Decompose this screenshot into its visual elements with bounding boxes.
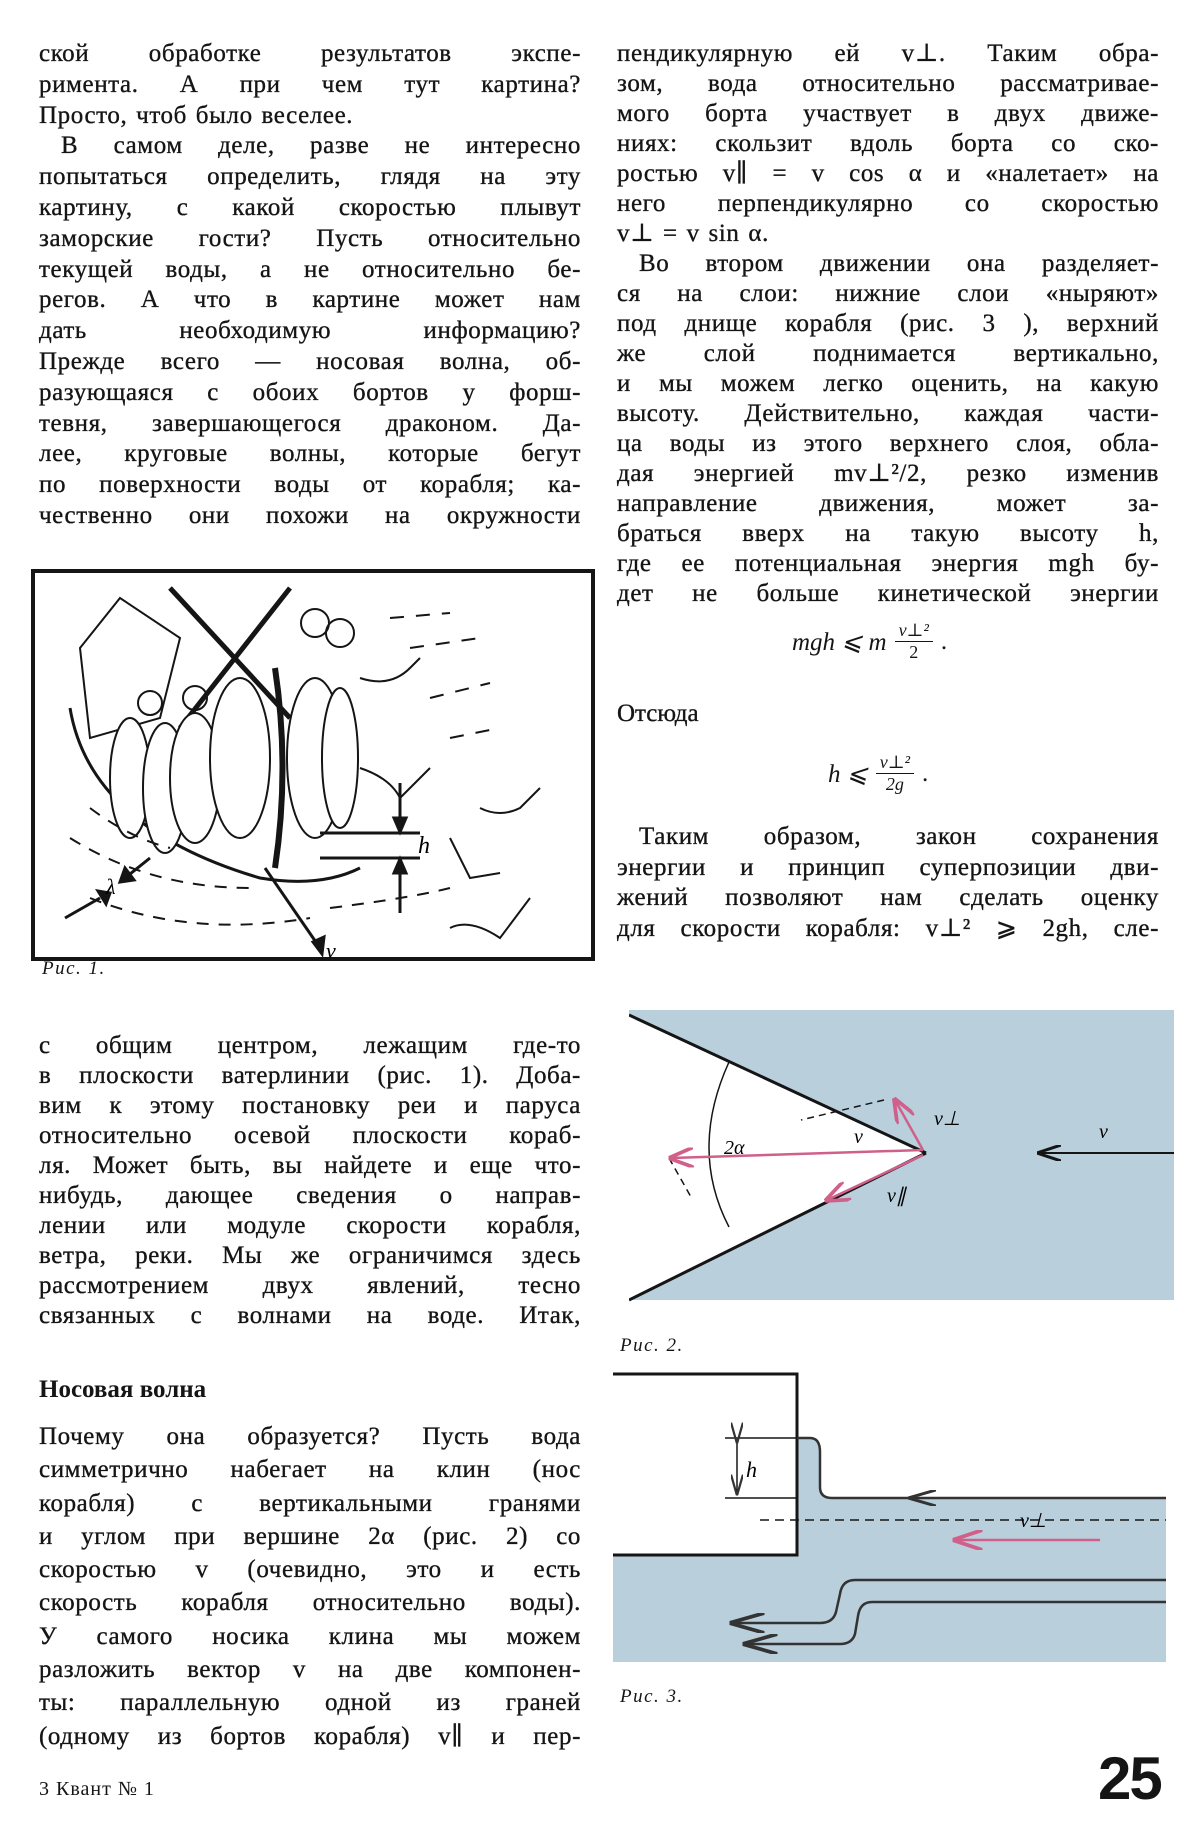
figure-1-caption: Рис. 1. — [42, 958, 106, 979]
formula1-denominator: 2 — [909, 642, 919, 662]
fig1-label-h: h — [418, 833, 430, 859]
text-line: разложить вектор v на две компонен- — [39, 1656, 581, 1684]
page-number: 25 — [1098, 1745, 1161, 1812]
text-line: в плоскости ватерлинии (рис. 1). Доба- — [39, 1062, 581, 1089]
text-line: нибудь, дающее сведения о направ- — [39, 1182, 581, 1209]
text-line: Почему она образуется? Пусть вода — [39, 1423, 581, 1450]
text-line: текущей воды, а не относительно бе- — [39, 255, 581, 283]
figure-3-layers-diagram — [610, 1372, 1170, 1664]
text-line: Во втором движении она разделяет- — [639, 250, 1159, 277]
text-line: зом, вода относительно рассматривае- — [617, 70, 1159, 97]
text-line: римента. А при чем тут картина? — [39, 70, 581, 98]
formula1-numerator: v⊥² — [895, 620, 933, 642]
text-line: жений позволяют нам сделать оценку — [617, 884, 1159, 911]
text-line: для скорости корабля: v⊥² ⩾ 2gh, сле- — [617, 914, 1159, 942]
formula1-tail: . — [940, 627, 948, 655]
text-line: попытаться определить, глядя на эту — [39, 163, 581, 191]
text-line: скоростью v (очевидно, это и есть — [39, 1556, 581, 1584]
text-line: ля. Может быть, вы найдете и еще что- — [39, 1152, 581, 1179]
issue-signature: 3 Квант № 1 — [39, 1778, 155, 1800]
text-line: лее, круговые волны, которые бегут — [39, 440, 581, 468]
left-column-text-1 — [39, 39, 581, 532]
formula-height-bound — [828, 752, 928, 795]
text-line: тевня, завершающегося драконом. Да- — [39, 409, 581, 437]
section-heading: Носовая волна — [39, 1376, 207, 1403]
text-line: браться вверх на такую высоту h, — [617, 520, 1159, 547]
text-line: Прежде всего — носовая волна, об- — [39, 347, 581, 375]
fig2-label-v-perp: v⊥ — [934, 1108, 961, 1130]
text-line: скорость корабля относительно воды). — [39, 1589, 581, 1617]
formula1-left: mgh ⩽ m — [792, 628, 887, 656]
formula2-numerator: v⊥² — [876, 752, 914, 774]
text-line: него перпендикулярно со скоростью — [617, 190, 1159, 217]
text-line: В самом деле, разве не интересно — [61, 132, 581, 160]
text-line: ты: параллельную одной из граней — [39, 1689, 581, 1717]
text-line: регов. А что в картине может нам — [39, 286, 581, 314]
formula2-left: h ⩽ — [828, 760, 868, 788]
text-line: чественно они похожи на окружности — [39, 501, 581, 529]
text-line: рассмотрением двух явлений, тесно — [39, 1272, 581, 1299]
text-line: с общим центром, лежащим где-то — [39, 1032, 581, 1059]
text-line: пендикулярную ей v⊥. Таким обра- — [617, 40, 1159, 67]
text-line: ветра, реки. Мы же ограничимся здесь — [39, 1242, 581, 1269]
text-line: энергии и принцип суперпозиции дви- — [617, 853, 1159, 881]
figure-1-ship-illustration — [30, 568, 596, 962]
text-line: дая энергией mv⊥²/2, резко изменив — [617, 460, 1159, 487]
text-line: корабля) с вертикальными гранями — [39, 1489, 581, 1517]
figure-3-caption: Рис. 3. — [620, 1686, 684, 1707]
text-line: ростью v∥ = v cos α и «налетает» на — [617, 160, 1159, 187]
fig2-label-angle: 2α — [724, 1137, 745, 1159]
fig2-label-v-par: v∥ — [887, 1185, 906, 1207]
text-line: ской обработке результатов экспе- — [39, 40, 581, 67]
left-column-text-3 — [39, 1420, 581, 1753]
fig3-label-v-perp: v⊥ — [1020, 1510, 1047, 1532]
figure-2-wedge-diagram — [629, 1010, 1174, 1302]
text-line: Просто, чтоб было веселее. — [39, 101, 354, 129]
text-line: и углом при вершине 2α (рис. 2) со — [39, 1522, 581, 1550]
fig1-label-v: v — [326, 938, 336, 962]
formula2-tail: . — [922, 759, 929, 787]
text-line: лении или модуле скорости корабля, — [39, 1212, 581, 1239]
left-column-text-2 — [39, 1031, 581, 1331]
text-line: v⊥ = v sin α. — [617, 220, 769, 247]
text-line: дет не больше кинетической энергии — [617, 580, 1159, 607]
text-line: где ее потенциальная энергия mgh бу- — [617, 550, 1159, 577]
text-line: высоту. Действительно, каждая части- — [617, 400, 1159, 427]
text-line: и мы можем легко оценить, на какую — [617, 370, 1159, 397]
text-line: У самого носика клина мы можем — [39, 1622, 581, 1650]
text-line: же слой поднимается вертикально, — [617, 340, 1159, 367]
text-line: по поверхности воды от корабля; ка- — [39, 471, 581, 499]
text-line: вим к этому постановку реи и паруса — [39, 1092, 581, 1119]
text-line: разующаяся с обоих бортов у форш- — [39, 378, 581, 406]
text-line: Таким образом, закон сохранения — [639, 823, 1159, 850]
text-line: направление движения, может за- — [617, 490, 1159, 517]
text-line: картину, с какой скоростью плывут — [39, 193, 581, 221]
text-line: дать необходимую информацию? — [39, 317, 581, 345]
fig2-label-v: v — [854, 1126, 863, 1148]
text-line: мого борта участвует в двух движе- — [617, 100, 1159, 127]
fig3-label-h: h — [746, 1457, 757, 1482]
hence-text: Отсюда — [617, 700, 699, 727]
text-line: ца воды из этого верхнего слоя, обла- — [617, 430, 1159, 457]
right-column-text-2 — [617, 822, 1159, 944]
text-line: относительно осевой плоскости кораб- — [39, 1122, 581, 1149]
formula2-denominator: 2g — [885, 774, 904, 794]
text-line: под днище корабля (рис. 3 ), верхний — [617, 310, 1159, 337]
text-line: симметрично набегает на клин (нос — [39, 1456, 581, 1484]
formula-energy-inequality — [792, 620, 947, 663]
text-line: связанных с волнами на воде. Итак, — [39, 1302, 581, 1329]
figure-2-caption: Рис. 2. — [620, 1335, 684, 1356]
fig2-label-v-flow: v — [1099, 1121, 1108, 1143]
fig1-label-lambda: λ — [106, 874, 116, 899]
right-column-text-1 — [617, 39, 1159, 609]
hence-line — [617, 700, 1159, 728]
text-line: заморские гости? Пусть относительно — [39, 224, 581, 252]
text-line: ся на слои: нижние слои «ныряют» — [617, 280, 1159, 307]
text-line: ниях: скользит вдоль борта со ско- — [617, 130, 1159, 157]
text-line: (одному из бортов корабля) v∥ и пер- — [39, 1722, 581, 1750]
